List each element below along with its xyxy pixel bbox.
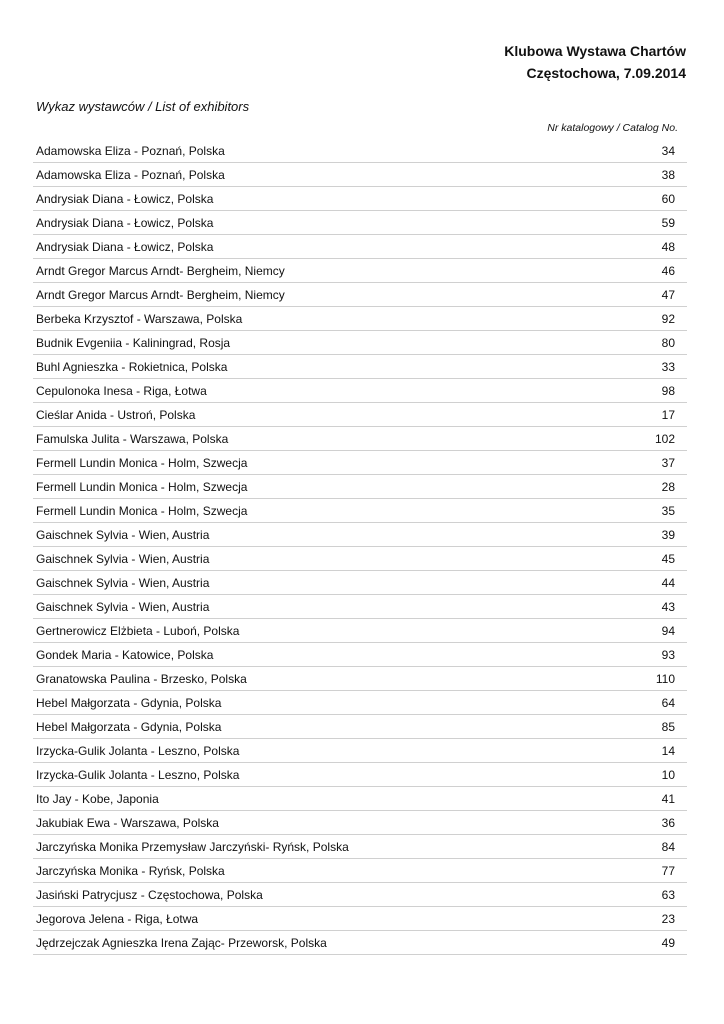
exhibitor-name: Fermell Lundin Monica - Holm, Szwecja [36, 503, 248, 518]
catalog-number: 44 [661, 575, 675, 590]
exhibitor-name: Andrysiak Diana - Łowicz, Polska [36, 191, 214, 206]
catalog-number: 110 [655, 671, 675, 686]
catalog-number: 48 [661, 239, 675, 254]
table-row [33, 763, 687, 787]
catalog-number: 80 [661, 335, 675, 350]
catalog-number: 14 [661, 743, 675, 758]
table-row [33, 643, 687, 667]
catalog-number: 36 [661, 815, 675, 830]
table-row [33, 163, 687, 187]
catalog-number: 47 [661, 287, 675, 302]
exhibitor-name: Famulska Julita - Warszawa, Polska [36, 431, 229, 446]
table-row [33, 739, 687, 763]
table-row [33, 307, 687, 331]
list-subtitle: Wykaz wystawców / List of exhibitors [36, 99, 250, 114]
catalog-number: 39 [661, 527, 675, 542]
exhibitor-name: Ito Jay - Kobe, Japonia [36, 791, 159, 806]
catalog-number: 23 [661, 911, 675, 926]
catalog-number: 35 [661, 503, 675, 518]
exhibitor-name: Berbeka Krzysztof - Warszawa, Polska [36, 311, 243, 326]
catalog-number: 59 [661, 215, 675, 230]
table-row [33, 283, 687, 307]
exhibitor-name: Hebel Małgorzata - Gdynia, Polska [36, 719, 222, 734]
exhibitor-name: Jegorova Jelena - Riga, Łotwa [36, 911, 199, 926]
catalog-number: 94 [661, 623, 675, 638]
show-place-date: Częstochowa, 7.09.2014 [526, 65, 686, 81]
exhibitor-name: Irzycka-Gulik Jolanta - Leszno, Polska [36, 743, 240, 758]
table-row [33, 835, 687, 859]
catalog-number: 84 [661, 839, 675, 854]
exhibitor-name: Andrysiak Diana - Łowicz, Polska [36, 239, 214, 254]
exhibitor-table [33, 139, 687, 955]
table-row [33, 571, 687, 595]
table-row [33, 187, 687, 211]
table-row [33, 859, 687, 883]
exhibitor-name: Granatowska Paulina - Brzesko, Polska [36, 671, 247, 686]
table-row [33, 403, 687, 427]
table-row [33, 715, 687, 739]
table-row [33, 259, 687, 283]
exhibitor-name: Arndt Gregor Marcus Arndt- Bergheim, Niemcy [36, 287, 285, 302]
catalog-number: 33 [661, 359, 675, 374]
catalog-number: 85 [661, 719, 675, 734]
catalog-number: 77 [661, 863, 675, 878]
table-row [33, 931, 687, 955]
exhibitor-name: Budnik Evgeniia - Kaliningrad, Rosja [36, 335, 231, 350]
table-row [33, 595, 687, 619]
catalog-number: 41 [661, 791, 675, 806]
exhibitor-name: Jędrzejczak Agnieszka Irena Zając- Przeworsk, Polska [36, 935, 327, 950]
table-row [33, 139, 687, 163]
catalog-number: 38 [661, 167, 675, 182]
table-row [33, 619, 687, 643]
exhibitor-name: Fermell Lundin Monica - Holm, Szwecja [36, 455, 248, 470]
exhibitor-name: Gaischnek Sylvia - Wien, Austria [36, 551, 210, 566]
catalog-number: 43 [661, 599, 675, 614]
catalog-number: 63 [661, 887, 675, 902]
table-row [33, 499, 687, 523]
catalog-number: 102 [654, 431, 675, 446]
exhibitor-name: Gondek Maria - Katowice, Polska [36, 647, 214, 662]
table-row [33, 451, 687, 475]
catalog-number: 10 [661, 767, 675, 782]
table-row [33, 331, 687, 355]
exhibitor-name: Jarczyńska Monika Przemysław Jarczyński- Ryńsk, Polska [36, 839, 349, 854]
catalog-number: 93 [661, 647, 675, 662]
table-row [33, 691, 687, 715]
catalog-number: 34 [661, 143, 675, 158]
exhibitor-name: Gaischnek Sylvia - Wien, Austria [36, 527, 210, 542]
table-row [33, 211, 687, 235]
exhibitor-name: Arndt Gregor Marcus Arndt- Bergheim, Niemcy [36, 263, 285, 278]
exhibitor-name: Adamowska Eliza - Poznań, Polska [36, 167, 225, 182]
table-row [33, 355, 687, 379]
exhibitor-name: Adamowska Eliza - Poznań, Polska [36, 143, 225, 158]
exhibitor-name: Irzycka-Gulik Jolanta - Leszno, Polska [36, 767, 240, 782]
exhibitor-name: Cieślar Anida - Ustroń, Polska [36, 407, 196, 422]
catalog-number: 92 [661, 311, 675, 326]
catalog-number: 28 [661, 479, 675, 494]
exhibitor-name: Cepulonoka Inesa - Riga, Łotwa [36, 383, 207, 398]
catalog-number: 98 [661, 383, 675, 398]
table-row [33, 547, 687, 571]
table-row [33, 523, 687, 547]
catalog-number: 46 [661, 263, 675, 278]
exhibitor-name: Andrysiak Diana - Łowicz, Polska [36, 215, 214, 230]
exhibitor-name: Gaischnek Sylvia - Wien, Austria [36, 575, 210, 590]
exhibitor-name: Gertnerowicz Elżbieta - Luboń, Polska [36, 623, 240, 638]
table-row [33, 235, 687, 259]
table-row [33, 379, 687, 403]
document-header [504, 40, 686, 84]
table-row [33, 427, 687, 451]
catalog-number: 49 [661, 935, 675, 950]
table-row [33, 907, 687, 931]
catalog-number: 64 [661, 695, 675, 710]
exhibitor-name: Fermell Lundin Monica - Holm, Szwecja [36, 479, 248, 494]
table-row [33, 667, 687, 691]
catalog-number: 60 [661, 191, 675, 206]
table-row [33, 475, 687, 499]
show-title: Klubowa Wystawa Chartów [504, 43, 686, 59]
exhibitor-name: Jasiński Patrycjusz - Częstochowa, Polska [36, 887, 263, 902]
catalog-number: 37 [661, 455, 675, 470]
catalog-number: 45 [661, 551, 675, 566]
exhibitor-name: Jakubiak Ewa - Warszawa, Polska [36, 815, 219, 830]
catalog-number-column-header: Nr katalogowy / Catalog No. [547, 122, 678, 134]
catalog-number: 17 [661, 407, 675, 422]
table-row [33, 883, 687, 907]
exhibitor-name: Jarczyńska Monika - Ryńsk, Polska [36, 863, 225, 878]
exhibitor-name: Buhl Agnieszka - Rokietnica, Polska [36, 359, 228, 374]
exhibitor-name: Gaischnek Sylvia - Wien, Austria [36, 599, 210, 614]
exhibitor-name: Hebel Małgorzata - Gdynia, Polska [36, 695, 222, 710]
table-row [33, 787, 687, 811]
table-row [33, 811, 687, 835]
